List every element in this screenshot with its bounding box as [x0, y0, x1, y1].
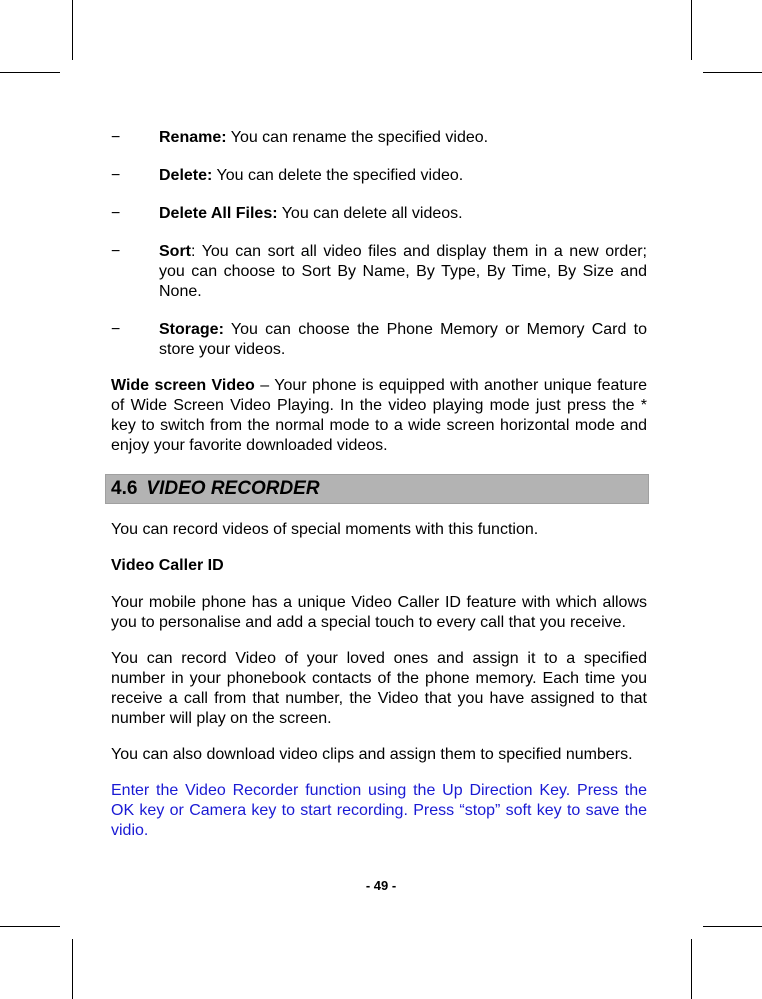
- bullet-rename: [111, 128, 647, 148]
- bullet-text: You can rename the specified video.: [226, 129, 489, 146]
- section-heading: [105, 474, 649, 504]
- instruction-paragraph: Enter the Video Recorder function using the Up Direction Key. Press the OK key or Camera key to start recording. Press “stop” soft key to save the vidio.: [111, 782, 647, 839]
- bullet-term: Rename:: [159, 129, 227, 146]
- section-number: 4.6: [111, 478, 138, 499]
- bullet-text: You can delete the specified video.: [212, 167, 464, 184]
- bullet-term: Delete All Files:: [159, 205, 278, 222]
- record-paragraph: You can record Video of your loved ones and assign it to a specified number in your phonebook contacts of the phone memory. Each time you receive a call from that number, the Video that you have assigned to that number will play on the screen.: [111, 650, 647, 727]
- crop-mark: [691, 0, 692, 60]
- dash-marker: −: [111, 167, 121, 184]
- bullet-text: You can choose the Phone Memory or Memory Card to store your videos.: [159, 321, 647, 358]
- crop-mark: [72, 0, 73, 60]
- caller-id-paragraph: Your mobile phone has a unique Video Caller ID feature with which allows you to personalise and add a special touch to every call that you receive.: [111, 594, 647, 631]
- section-title: VIDEO RECORDER: [146, 478, 320, 499]
- dash-marker: −: [111, 129, 121, 146]
- bullet-term: Sort: [159, 243, 191, 260]
- subheading: Video Caller ID: [111, 557, 224, 574]
- crop-mark: [0, 926, 60, 927]
- crop-mark: [703, 926, 762, 927]
- bullet-storage: [111, 320, 647, 360]
- bullet-term: Delete:: [159, 167, 213, 184]
- wide-screen-text: – Your phone is equipped with another unique feature of Wide Screen Video Playing. In the video playing mode just press the * key to switch from the normal mode to a wide screen horizontal mode and enjoy your favorite downloaded videos.: [111, 377, 647, 454]
- bullet-term: Storage:: [159, 321, 224, 338]
- bullet-sort: [111, 242, 647, 302]
- bullet-delete-all: [111, 204, 647, 224]
- bullet-text: You can delete all videos.: [277, 205, 463, 222]
- bullet-text: : You can sort all video files and display them in a new order; you can choose to Sort By Name, By Type, By Time, By Size and None.: [159, 243, 647, 300]
- crop-mark: [72, 939, 73, 999]
- dash-marker: −: [111, 243, 121, 260]
- crop-mark: [0, 72, 60, 73]
- bullet-delete: [111, 166, 647, 186]
- dash-marker: −: [111, 205, 121, 222]
- dash-marker: −: [111, 321, 121, 338]
- crop-mark: [703, 72, 762, 73]
- crop-mark: [691, 939, 692, 999]
- intro-paragraph: You can record videos of special moments with this function.: [111, 521, 539, 538]
- page-content: [111, 128, 647, 857]
- download-paragraph: You can also download video clips and assign them to specified numbers.: [111, 746, 633, 763]
- page-number: - 49 -: [365, 878, 397, 893]
- wide-screen-paragraph: [111, 376, 647, 456]
- wide-screen-term: Wide screen Video: [111, 377, 255, 394]
